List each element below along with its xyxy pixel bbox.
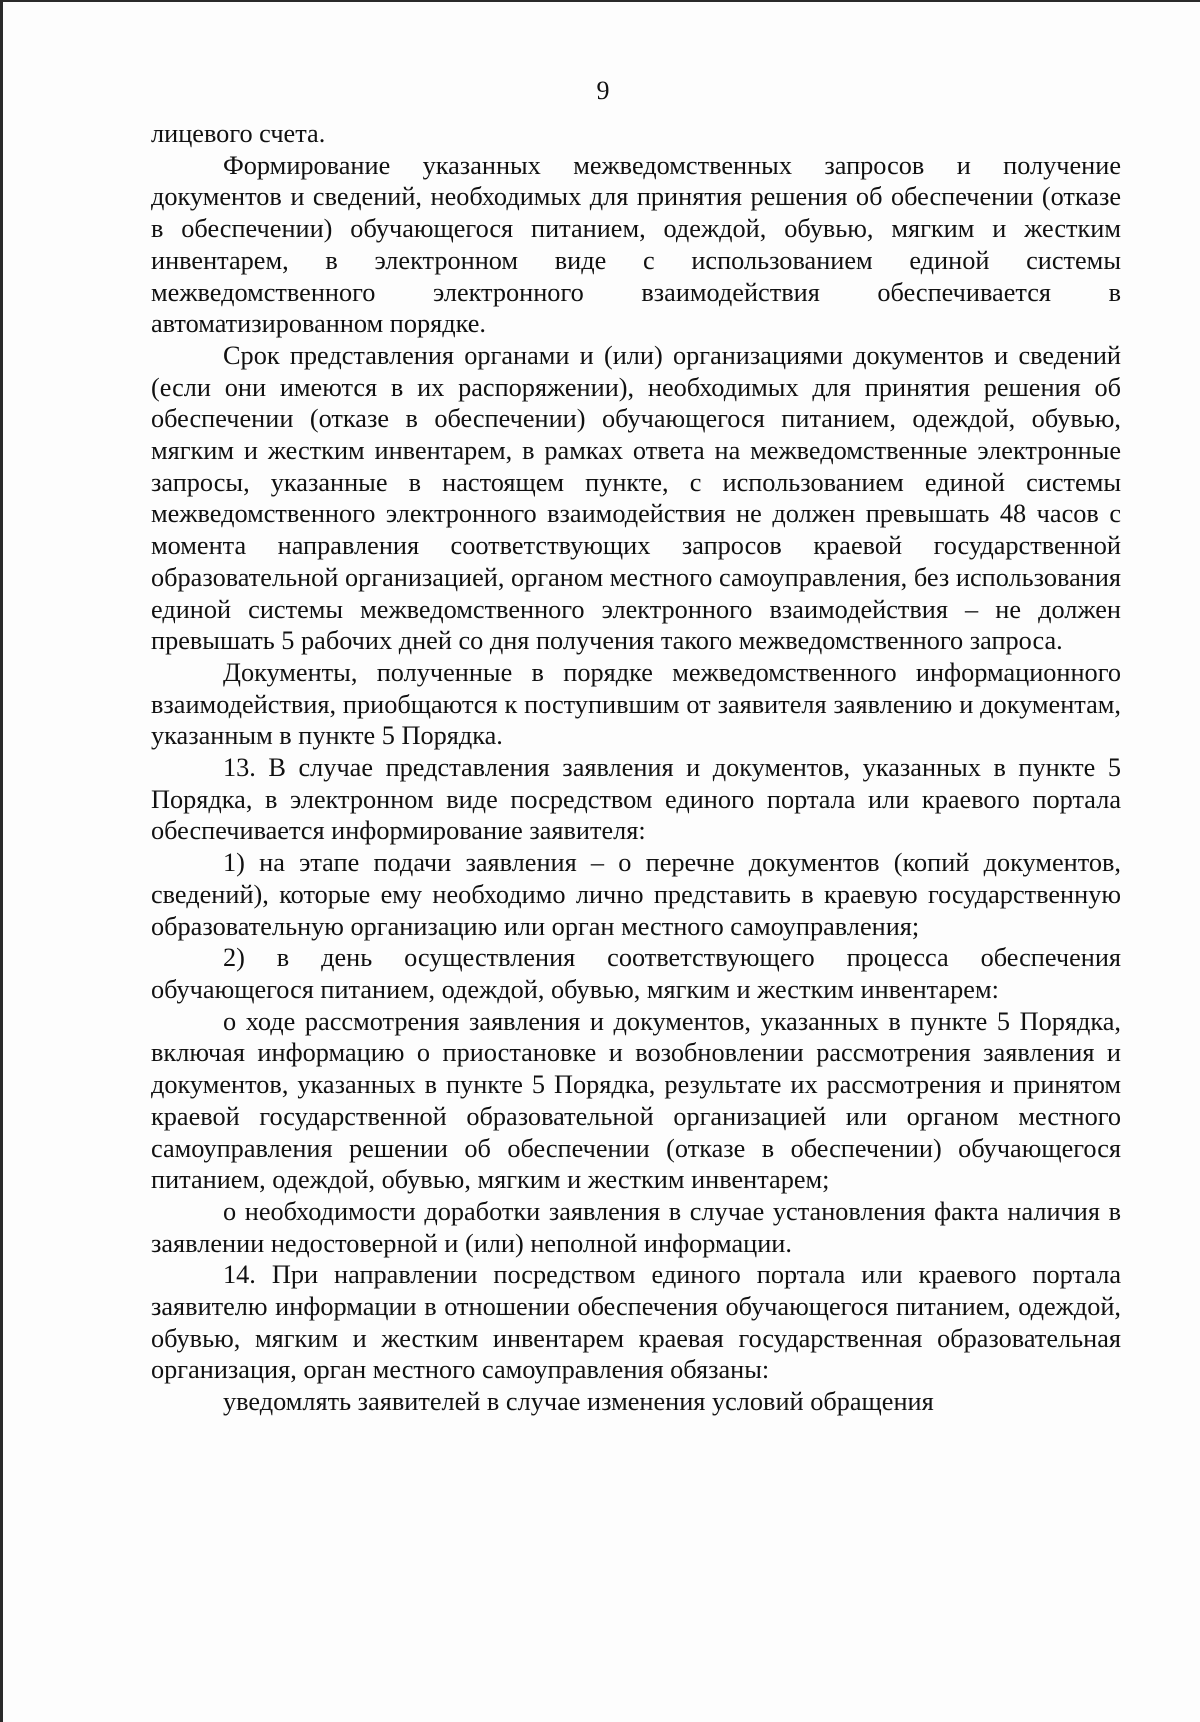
- paragraph-item-14: 14. При направлении посредством единого портала или краевого портала заявителю информации в отношении обеспечения обучающегося питанием, одеждой, обувью, мягким и жестким инвентарем краевая государственная образовательная организация, орган местного самоуправления обязаны:: [151, 1260, 1121, 1385]
- paragraph-continuation: лицевого счета.: [151, 119, 326, 148]
- paragraph-review-progress: о ходе рассмотрения заявления и документов, указанных в пункте 5 Порядка, включая информацию о приостановке и возобновлении рассмотрения заявления и документов, указанных в пункте 5 Порядка, результате их рассмотрения и принятом краевой государственной образовательной организацией или органом местного самоуправления решении об обеспечении (отказе в обеспечении) обучающегося питанием, одеждой, обувью, мягким и жестким инвентарем;: [151, 1006, 1121, 1195]
- paragraph-subitem-2: 2) в день осуществления соответствующего процесса обеспечения обучающегося питанием, одеждой, обувью, мягким и жестким инвентарем:: [151, 943, 1121, 1004]
- paragraph-subitem-1: 1) на этапе подачи заявления – о перечне документов (копий документов, сведений), которые ему необходимо лично представить в краевую государственную образовательную организацию или орган местного самоуправления;: [151, 848, 1121, 941]
- paragraph-response-deadline: Срок представления органами и (или) организациями документов и сведений (если они имеются в их распоряжении), необходимых для принятия решения об обеспечении (отказе в обеспечении) обучающегося питанием, одеждой, обувью, мягким и жестким инвентарем, в рамках ответа на межведомственные электронные запросы, указанные в настоящем пункте, с использованием единой системы межведомственного электронного взаимодействия не должен превышать 48 часов с момента направления соответствующих запросов краевой государственной образовательной организацией, органом местного самоуправления, без использования единой системы межведомственного электронного взаимодействия – не должен превышать 5 рабочих дней со дня получения такого межведомственного запроса.: [151, 340, 1121, 656]
- page-number: 9: [596, 76, 610, 105]
- document-body: [151, 118, 1121, 1418]
- paragraph-item-13: 13. В случае представления заявления и документов, указанных в пункте 5 Порядка, в электронном виде посредством единого портала или краевого портала обеспечивается информирование заявителя:: [151, 753, 1121, 846]
- paragraph-revision-needed: о необходимости доработки заявления в случае установления факта наличия в заявлении недостоверной и (или) неполной информации.: [151, 1196, 1121, 1258]
- paragraph-automated-requests: Формирование указанных межведомственных запросов и получение документов и сведений, необходимых для принятия решения об обеспечении (отказе в обеспечении) обучающегося питанием, одеждой, обувью, мягким и жестким инвентарем, в электронном виде с использованием единой системы межведомственного электронного взаимодействия обеспечивается в автоматизированном порядке.: [151, 150, 1121, 339]
- paragraph-notify-applicants: уведомлять заявителей в случае изменения условий обращения: [223, 1387, 934, 1417]
- paragraph-documents-attached: Документы, полученные в порядке межведомственного информационного взаимодействия, приобщаются к поступившим от заявителя заявлению и документам, указанным в пункте 5 Порядка.: [151, 657, 1121, 751]
